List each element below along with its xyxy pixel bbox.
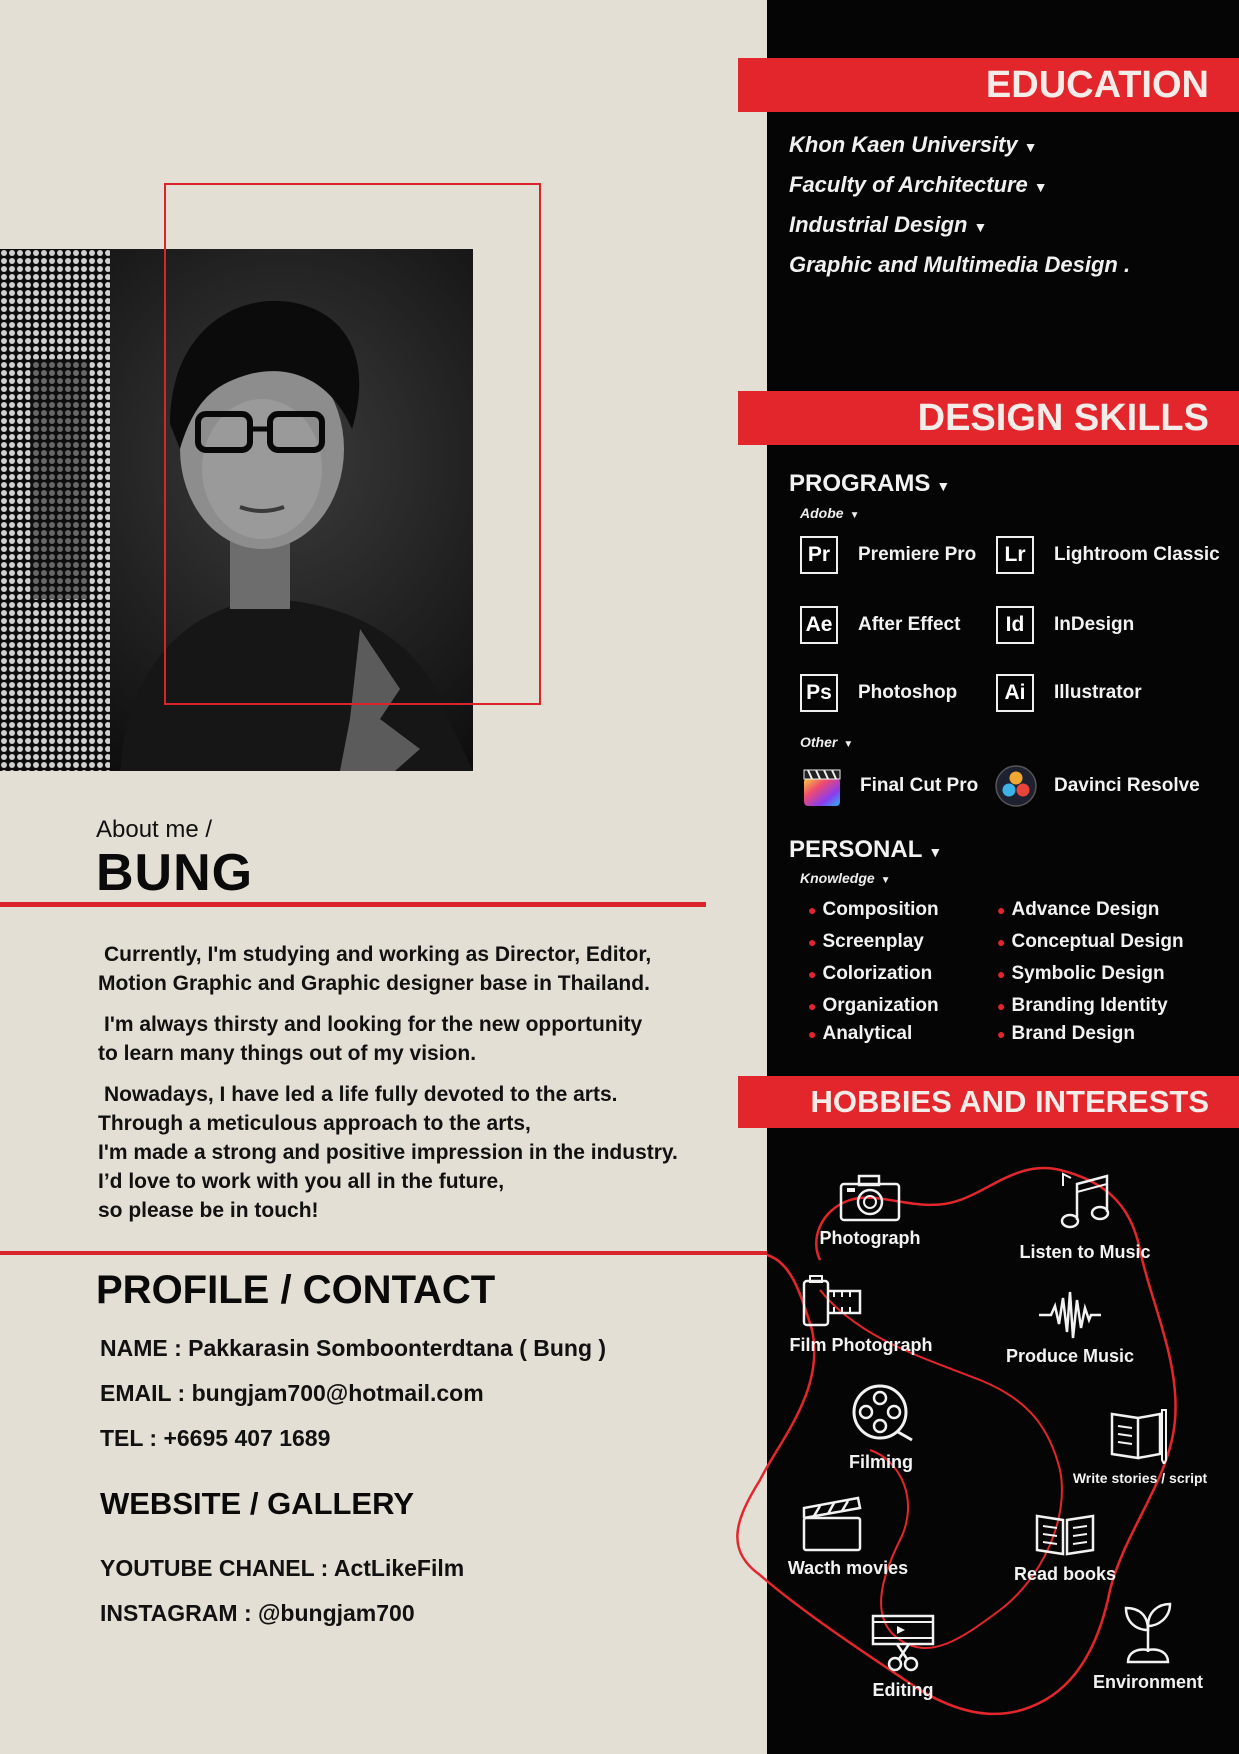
program-illustrator [996, 674, 1142, 712]
program-name: Photoshop [858, 682, 958, 703]
knowledge-item [808, 1023, 912, 1045]
knowledge-text: Knowledge [800, 870, 875, 886]
knowledge-item [997, 1023, 1135, 1045]
knowledge-item [808, 931, 924, 953]
program-indesign [996, 606, 1134, 644]
program-name: Premiere Pro [858, 544, 977, 565]
knowledge-text: Brand Design [1011, 1023, 1135, 1044]
program-premiere-pro [800, 536, 976, 574]
programs-text: PROGRAMS [789, 470, 931, 497]
final-cut-pro-icon [800, 764, 844, 808]
program-name: InDesign [1054, 614, 1135, 635]
hobby-editing [843, 1612, 963, 1701]
program-davinci-resolve [994, 764, 1200, 808]
film-roll-icon [800, 1275, 864, 1329]
hobby-listen-music [1010, 1172, 1160, 1263]
camera-icon [839, 1172, 901, 1222]
education-banner: EDUCATION [738, 58, 1239, 112]
hobby-label: Wacth movies [787, 1558, 909, 1578]
lightroom-icon: Lr [996, 536, 1034, 574]
education-text: Khon Kaen University [789, 132, 1018, 157]
hobby-label: Listen to Music [1019, 1242, 1151, 1262]
bullet-icon: ● [808, 998, 817, 1014]
program-name: After Effect [858, 614, 961, 635]
other-text: Other [800, 734, 838, 750]
bio-line: to learn many things out of my vision. [98, 1042, 477, 1065]
book-pen-icon [1108, 1404, 1172, 1464]
bio-line: Motion Graphic and Graphic designer base in Thailand. [98, 972, 650, 995]
personal-text: PERSONAL [789, 836, 923, 863]
triangle-down-icon: ▼ [849, 510, 860, 521]
knowledge-text: Conceptual Design [1011, 931, 1184, 952]
after-effects-icon: Ae [800, 606, 838, 644]
bullet-icon: ● [808, 966, 817, 982]
hobby-produce-music [990, 1290, 1150, 1367]
hobby-label: Film Photograph [789, 1335, 933, 1355]
program-photoshop [800, 674, 957, 712]
bullet-icon: ● [997, 966, 1006, 982]
triangle-down-icon: ▼ [1023, 139, 1038, 155]
design-skills-banner: DESIGN SKILLS [738, 391, 1239, 445]
hobbies-banner: HOBBIES AND INTERESTS [738, 1076, 1239, 1128]
education-text: Graphic and Multimedia Design . [789, 252, 1131, 277]
adobe-text: Adobe [800, 505, 844, 521]
knowledge-label [800, 870, 891, 886]
bullet-icon: ● [808, 934, 817, 950]
illustrator-icon: Ai [996, 674, 1034, 712]
triangle-down-icon: ▼ [843, 739, 854, 750]
knowledge-text: Analytical [822, 1023, 913, 1044]
personal-label [789, 836, 942, 864]
program-lightroom [996, 536, 1220, 574]
hobby-environment [1078, 1602, 1218, 1693]
hobby-photograph [805, 1172, 935, 1249]
knowledge-item [808, 963, 932, 985]
bio-line: I’d love to work with you all in the future, [98, 1170, 505, 1193]
programs-label [789, 470, 950, 498]
youtube-channel[interactable]: YOUTUBE CHANEL : ActLikeFilm [100, 1555, 465, 1581]
triangle-down-icon: ▼ [973, 219, 988, 235]
triangle-down-icon: ▼ [936, 478, 951, 494]
knowledge-item [808, 995, 939, 1017]
hobby-film-photograph [786, 1275, 936, 1356]
hobby-watch-movies [778, 1496, 918, 1579]
knowledge-item [997, 899, 1159, 921]
hobby-label: Photograph [819, 1228, 921, 1248]
bullet-icon: ● [997, 934, 1006, 950]
contact-email[interactable]: EMAIL : bungjam700@hotmail.com [100, 1380, 484, 1406]
knowledge-text: Advance Design [1011, 899, 1160, 920]
hobby-write-stories [1060, 1404, 1220, 1486]
knowledge-item [997, 931, 1184, 953]
hobby-label: Write stories / script [1072, 1470, 1208, 1486]
sound-wave-icon [1037, 1290, 1103, 1340]
bullet-icon: ● [808, 902, 817, 918]
knowledge-item [997, 963, 1165, 985]
film-scissors-icon [871, 1612, 935, 1674]
knowledge-text: Screenplay [822, 931, 924, 952]
knowledge-text: Symbolic Design [1011, 963, 1165, 984]
contact-tel[interactable]: TEL : +6695 407 1689 [100, 1425, 331, 1451]
program-name: Illustrator [1054, 682, 1142, 703]
instagram-handle[interactable]: INSTAGRAM : @bungjam700 [100, 1600, 415, 1626]
adobe-label [800, 505, 859, 521]
knowledge-text: Colorization [822, 963, 933, 984]
profile-heading: PROFILE / CONTACT [96, 1268, 496, 1312]
education-text: Industrial Design [789, 212, 968, 237]
bullet-icon: ● [997, 1026, 1006, 1042]
about-prefix: About me / [96, 816, 213, 843]
film-reel-icon [848, 1382, 914, 1446]
triangle-down-icon: ▼ [880, 875, 891, 886]
music-notes-icon [1057, 1172, 1113, 1236]
bio-line: I'm always thirsty and looking for the new opportunity [104, 1013, 643, 1036]
knowledge-text: Branding Identity [1011, 995, 1168, 1016]
davinci-resolve-icon [994, 764, 1038, 808]
bio-line: so please be in touch! [98, 1199, 319, 1222]
website-heading: WEBSITE / GALLERY [100, 1486, 415, 1521]
hobby-label: Environment [1092, 1672, 1203, 1692]
program-final-cut-pro [800, 764, 978, 808]
triangle-down-icon: ▼ [928, 844, 943, 860]
premiere-pro-icon: Pr [800, 536, 838, 574]
hobby-read-books [995, 1510, 1135, 1585]
photoshop-icon: Ps [800, 674, 838, 712]
program-name: Lightroom Classic [1054, 544, 1220, 565]
bio-line: Nowadays, I have led a life fully devoted to the arts. [104, 1083, 618, 1106]
education-text: Faculty of Architecture [789, 172, 1028, 197]
triangle-down-icon: ▼ [1033, 179, 1048, 195]
other-label [800, 734, 853, 750]
knowledge-text: Organization [822, 995, 939, 1016]
bio-line: Through a meticulous approach to the arts, [98, 1112, 531, 1135]
knowledge-text: Composition [822, 899, 939, 920]
hobby-label: Filming [849, 1452, 913, 1472]
knowledge-item [808, 899, 939, 921]
open-book-icon [1035, 1510, 1095, 1558]
program-name: Final Cut Pro [860, 775, 979, 796]
education-item [789, 132, 1037, 158]
education-item [789, 212, 987, 238]
bullet-icon: ● [997, 998, 1006, 1014]
education-item [789, 252, 1130, 278]
hobby-label: Read books [1013, 1564, 1117, 1584]
bullet-icon: ● [997, 902, 1006, 918]
hobby-filming [826, 1382, 936, 1473]
program-after-effects [800, 606, 960, 644]
hobby-label: Produce Music [1005, 1346, 1135, 1366]
bio-line: I'm made a strong and positive impression in the industry. [98, 1141, 678, 1164]
knowledge-item [997, 995, 1168, 1017]
contact-name: NAME : Pakkarasin Somboonterdtana ( Bung ) [100, 1335, 607, 1361]
plant-icon [1118, 1602, 1178, 1666]
about-name: BUNG [96, 844, 254, 902]
hobby-label: Editing [872, 1680, 934, 1700]
indesign-icon: Id [996, 606, 1034, 644]
clapperboard-icon [800, 1496, 864, 1552]
bio-line: Currently, I'm studying and working as Director, Editor, [104, 943, 652, 966]
bullet-icon: ● [808, 1026, 817, 1042]
education-item [789, 172, 1048, 198]
program-name: Davinci Resolve [1054, 775, 1200, 796]
